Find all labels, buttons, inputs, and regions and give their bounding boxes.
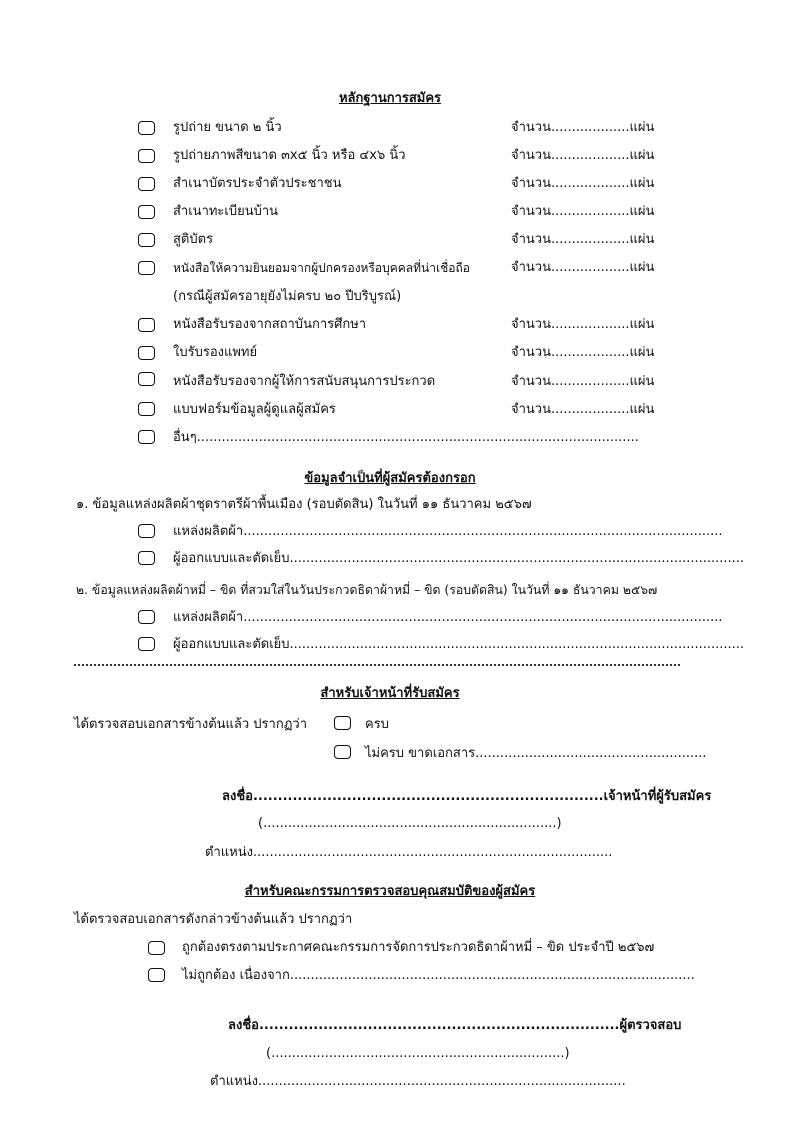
evidence-item-qty: จำนวน...................แผ่น	[511, 204, 655, 219]
officer-incomplete-checkbox[interactable]	[334, 745, 351, 759]
q1-source-checkbox[interactable]	[138, 524, 155, 538]
q1-source-field[interactable]: แหล่งผลิตผ้า....................................................................................................................	[173, 524, 723, 539]
evidence-heading: หลักฐานการสมัคร	[338, 91, 442, 106]
committee-correct-label: ถูกต้องตรงตามประกาศคณะกรรมการจัดการประกวดธิดาผ้าหมี่ – ขิด ประจำปี ๒๕๖๗	[182, 940, 655, 955]
evidence-item-label: รูปถ่าย ขนาด ๒ นิ้ว	[173, 120, 282, 135]
committee-incorrect-checkbox[interactable]	[148, 968, 165, 982]
officer-incomplete-field[interactable]: ไม่ครบ ขาดเอกสาร........................................................	[365, 746, 707, 761]
evidence-checkbox[interactable]	[138, 149, 155, 163]
evidence-checkbox[interactable]	[138, 261, 155, 275]
officer-signature-line[interactable]: ลงชื่อ.......................................................................เจ้าหน้าที่ผู้รับสมัคร	[222, 789, 712, 804]
evidence-checkbox[interactable]	[138, 346, 155, 360]
evidence-item-label: หนังสือให้ความยินยอมจากผู้ปกครองหรือบุคคลที่น่าเชื่อถือ	[173, 261, 470, 275]
committee-name-line[interactable]: (.......................................................................)	[266, 1046, 570, 1061]
evidence-item-label: สำเนาบัตรประจำตัวประชาชน	[173, 176, 342, 191]
consent-note: (กรณีผู้สมัครอายุยังไม่ครบ ๒๐ ปีบริบูรณ์)	[173, 289, 402, 304]
evidence-item-qty: จำนวน...................แผ่น	[511, 232, 655, 247]
evidence-checkbox[interactable]	[138, 121, 155, 135]
committee-correct-checkbox[interactable]	[148, 941, 165, 955]
evidence-checkbox[interactable]	[138, 177, 155, 191]
evidence-checkbox[interactable]	[138, 318, 155, 332]
committee-statement: ได้ตรวจสอบเอกสารดังกล่าวข้างต้นแล้ว ปรากฏว่า	[74, 912, 353, 927]
evidence-item-qty: จำนวน...................แผ่น	[511, 345, 655, 360]
evidence-item-qty: จำนวน...................แผ่น	[511, 120, 655, 135]
evidence-item-label: แบบฟอร์มข้อมูลผู้ดูแลผู้สมัคร	[173, 402, 336, 417]
evidence-checkbox[interactable]	[138, 402, 155, 416]
committee-position-line[interactable]: ตำแหน่ง.........................................................................................	[210, 1074, 626, 1089]
evidence-item-qty: จำนวน...................แผ่น	[511, 317, 655, 332]
committee-heading: สำหรับคณะกรรมการตรวจสอบคุณสมบัติของผู้สมัคร	[244, 884, 536, 899]
q2-designer-field[interactable]: ผู้ออกแบบและตัดเย็บ..............................................................................................................	[173, 637, 745, 652]
officer-position-line[interactable]: ตำแหน่ง.......................................................................................	[205, 845, 613, 860]
q1-designer-field[interactable]: ผู้ออกแบบและตัดเย็บ..............................................................................................................	[173, 551, 745, 566]
evidence-item-label: หนังสือรับรองจากสถาบันการศึกษา	[173, 317, 367, 332]
q2-designer-checkbox[interactable]	[138, 637, 155, 651]
evidence-item-label: ใบรับรองแพทย์	[173, 345, 258, 360]
officer-heading: สำหรับเจ้าหน้าที่รับสมัคร	[320, 686, 460, 701]
q2-source-checkbox[interactable]	[138, 610, 155, 624]
officer-statement: ได้ตรวจสอบเอกสารข้างต้นแล้ว ปรากฏว่า	[74, 717, 308, 732]
evidence-checkbox[interactable]	[138, 233, 155, 247]
committee-signature-line[interactable]: ลงชื่อ.........................................................................ผู้ตรวจสอบ	[228, 1018, 682, 1033]
q1-designer-checkbox[interactable]	[138, 551, 155, 565]
evidence-item-qty: จำนวน...................แผ่น	[511, 260, 655, 275]
evidence-item-label: สำเนาทะเบียนบ้าน	[173, 204, 279, 219]
evidence-item-label: สูติบัตร	[173, 232, 214, 247]
evidence-item-qty: จำนวน...................แผ่น	[511, 148, 655, 163]
evidence-item-qty: จำนวน...................แผ่น	[511, 176, 655, 191]
officer-complete-checkbox[interactable]	[334, 716, 351, 730]
evidence-checkbox[interactable]	[138, 372, 155, 386]
committee-incorrect-field[interactable]: ไม่ถูกต้อง เนื่องจาก..................................................................................................	[182, 968, 695, 983]
evidence-checkbox[interactable]	[138, 205, 155, 219]
evidence-item-qty: จำนวน...................แผ่น	[511, 402, 655, 417]
evidence-checkbox-other[interactable]	[138, 430, 155, 444]
section-divider	[74, 664, 680, 666]
officer-name-line[interactable]: (.......................................................................)	[258, 816, 562, 831]
officer-complete-label: ครบ	[365, 717, 389, 732]
required-heading: ข้อมูลจำเป็นที่ผู้สมัครต้องกรอก	[304, 471, 476, 486]
evidence-item-label: รูปถ่ายภาพสีขนาด ๓x๕ นิ้ว หรือ ๔x๖ นิ้ว	[173, 148, 406, 163]
q2-source-field[interactable]: แหล่งผลิตผ้า....................................................................................................................	[173, 610, 723, 625]
evidence-item-qty: จำนวน...................แผ่น	[511, 374, 655, 389]
evidence-other-field[interactable]: อื่นๆ...........................................................................................................	[173, 430, 639, 445]
question-1: ๑. ข้อมูลแหล่งผลิตผ้าชุดราตรีผ้าพื้นเมือง (รอบตัดสิน) ในวันที่ ๑๑ ธันวาคม ๒๕๖๗	[76, 497, 532, 512]
question-2: ๒. ข้อมูลแหล่งผลิตผ้าหมี่ – ขิด ที่สวมใส่ในวันประกวดธิดาผ้าหมี่ – ขิด (รอบตัดสิน) ในวันที่ ๑๑ ธันวาคม ๒๕๖๗	[76, 583, 658, 597]
evidence-item-label: หนังสือรับรองจากผู้ให้การสนับสนุนการประกวด	[173, 374, 436, 389]
